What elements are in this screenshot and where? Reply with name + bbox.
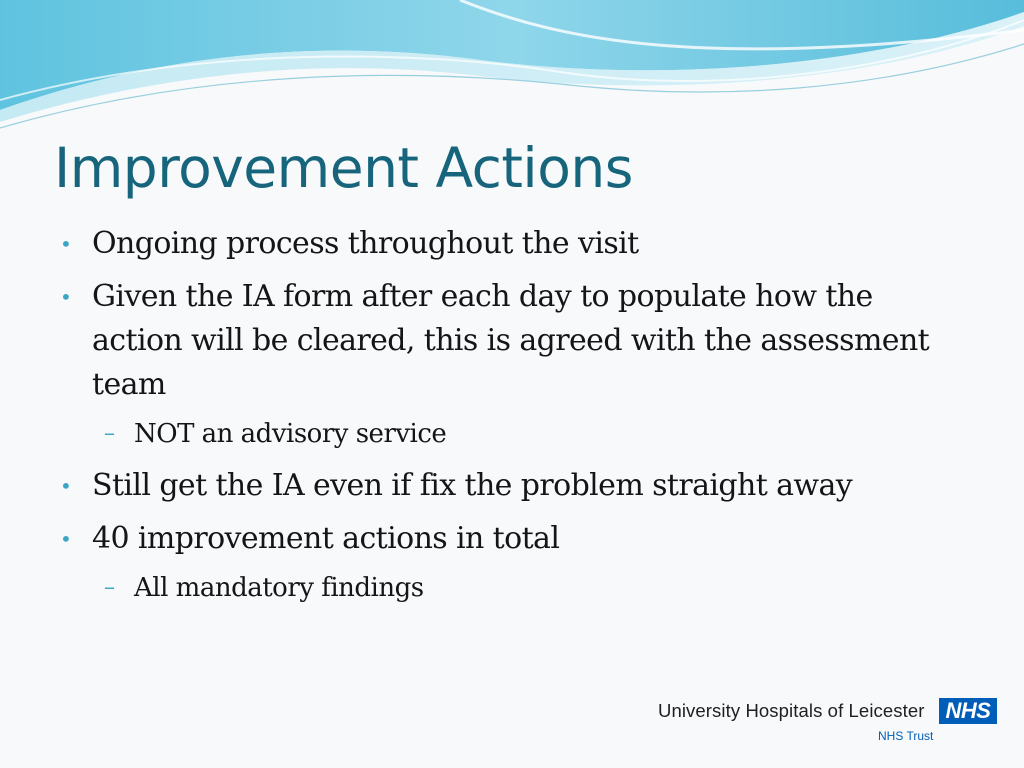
bullet-text: Still get the IA even if fix the problem straight away [92, 468, 853, 503]
bullet-list [58, 222, 958, 618]
organization-name: University Hospitals of Leicester [658, 700, 925, 721]
sub-bullet-text: All mandatory findings [134, 573, 424, 603]
bullet-item [58, 464, 958, 508]
sub-bullet-item [92, 568, 958, 608]
dash-icon: – [104, 421, 115, 446]
bullet-text: 40 improvement actions in total [92, 521, 560, 556]
bullet-item [58, 517, 958, 561]
nhs-trust-label: NHS Trust [878, 729, 934, 743]
bullet-icon: • [60, 232, 72, 256]
sub-bullet-text: NOT an advisory service [134, 419, 447, 449]
sub-bullet-item [92, 414, 958, 454]
bullet-icon: • [60, 527, 72, 551]
page-title: Improvement Actions [54, 136, 633, 200]
header-wave-decoration [0, 0, 1024, 130]
bullet-item [58, 275, 958, 407]
bullet-icon: • [60, 285, 72, 309]
bullet-item [58, 222, 958, 266]
bullet-text: Ongoing process throughout the visit [92, 226, 639, 261]
organization-logo [652, 694, 1012, 750]
nhs-logo-icon: NHS [939, 698, 997, 724]
dash-icon: – [104, 575, 115, 600]
bullet-icon: • [60, 474, 72, 498]
bullet-text: Given the IA form after each day to populate how the action will be cleared, this is agreed with the assessment team [92, 279, 930, 402]
